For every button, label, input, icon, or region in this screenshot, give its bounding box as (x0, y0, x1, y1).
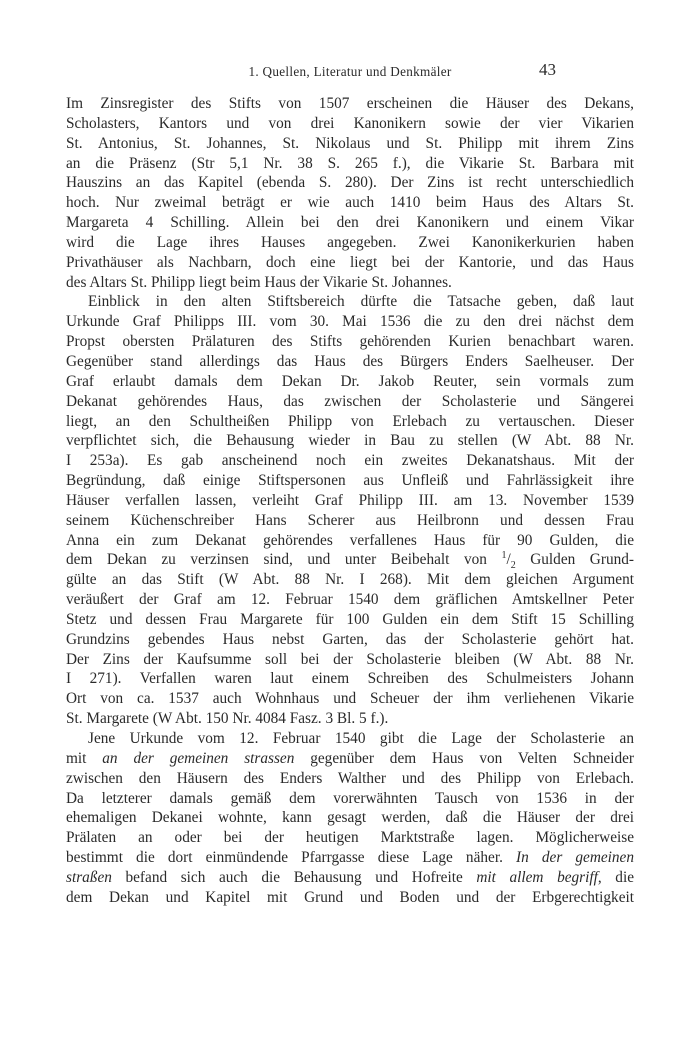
text-segment: St. Antonius, St. Johannes, St. Nikolaus und St. Philipp mit ihrem Zins (66, 134, 634, 152)
text-segment: ehemaligen Dekanei wohnte, kann gesagt werden, daß die Häuser der drei (66, 809, 634, 827)
text-segment: des Altars St. Philipp liegt beim Haus der Vikarie St. Johannes. (66, 273, 452, 291)
text-segment: an die Präsenz (Str 5,1 Nr. 38 S. 265 f.), die Vikarie St. Barbara mit (66, 154, 634, 172)
italic-quote: an der gemeinen strassen (102, 749, 295, 767)
running-head: 1. Quellen, Literatur und Denkmäler (248, 64, 452, 79)
text-line (66, 531, 634, 551)
text-segment: hoch. Nur zweimal beträgt er wie auch 1410 beim Haus des Altars St. (66, 194, 634, 212)
text-line (66, 630, 634, 650)
text-line (66, 511, 634, 531)
text-line (66, 491, 634, 511)
text-line (66, 94, 634, 114)
text-line (66, 888, 634, 908)
text-line (66, 173, 634, 193)
text-line (66, 292, 634, 312)
text-segment: befand sich auch die Behausung und Hofreite (111, 868, 477, 886)
text-line (66, 332, 634, 352)
text-segment: Scholasters, Kantors und von drei Kanonikern sowie der vier Vikarien (66, 114, 634, 132)
text-segment: Graf erlaubt damals dem Dekan Dr. Jakob Reuter, sein vormals zum (66, 372, 634, 390)
text-line (66, 154, 634, 174)
text-segment: Der Zins der Kaufsumme soll bei der Scholasterie bleiben (W Abt. 88 Nr. (66, 650, 634, 668)
italic-quote: In der gemeinen (516, 849, 634, 867)
text-line (66, 769, 634, 789)
text-segment: liegt, an den Schultheißen Philipp von Erlebach zu vertauschen. Dieser (66, 412, 634, 430)
text-segment: Dekanat gehörendes Haus, das zwischen der Scholasterie und Sängerei (66, 392, 634, 410)
text-line (66, 312, 634, 332)
text-segment: gülte an das Stift (W Abt. 88 Nr. I 268). Mit dem gleichen Argument (66, 571, 634, 589)
text-line (66, 273, 634, 293)
text-line (66, 471, 634, 491)
text-segment: St. Margarete (W Abt. 150 Nr. 4084 Fasz. 3 Bl. 5 f.). (66, 710, 389, 728)
text-segment: Propst obersten Prälaturen des Stifts gehörenden Kurien benachbart waren. (66, 333, 634, 351)
text-segment: Häuser verfallen lassen, verleiht Graf Philipp III. am 13. November 1539 (66, 491, 634, 509)
text-segment: I 253a). Es gab anscheinend noch ein zweites Dekanatshaus. Mit der (66, 452, 634, 470)
text-line (66, 650, 634, 670)
text-segment: I 271). Verfallen waren laut einem Schreiben des Schulmeisters Johann (66, 670, 634, 688)
text-segment: Grundzins gebendes Haus nebst Garten, das der Scholasterie gehört hat. (66, 630, 634, 648)
page-number: 43 (539, 60, 556, 79)
text-line (66, 789, 634, 809)
text-segment: gegenüber dem Haus von Velten Schneider (294, 749, 634, 767)
text-segment: seinem Küchenschreiber Hans Scherer aus Heilbronn und dessen Frau (66, 511, 634, 529)
text-line (66, 451, 634, 471)
text-line (66, 729, 634, 749)
text-segment: wird die Lage ihres Hauses angegeben. Zwei Kanonikerkurien haben (66, 233, 634, 251)
text-line (66, 669, 634, 689)
text-line (66, 808, 634, 828)
text-segment: zwischen den Häusern des Enders Walther und des Philipp von Erlebach. (66, 769, 634, 787)
text-line (66, 412, 634, 432)
text-line (66, 848, 634, 868)
text-line (66, 372, 634, 392)
italic-quote: mit allem begriff (476, 868, 598, 886)
text-line (66, 868, 634, 888)
text-segment: Privathäuser als Nachbarn, doch eine liegt bei der Kantorie, und das Haus (66, 253, 634, 271)
body-text (66, 94, 634, 908)
text-line: dem Dekan zu verzinsen sind, und unter Beibehalt von $^1/_2$ Gulden Grund- (66, 550, 634, 572)
text-segment: Gulden Grund- (515, 551, 634, 569)
text-line (66, 213, 634, 233)
text-line (66, 689, 634, 709)
text-segment: Hauszins an das Kapitel (ebenda S. 280). Der Zins ist recht unterschiedlich (66, 174, 634, 192)
text-segment: , die (597, 868, 634, 886)
text-segment: Da letzterer damals gemäß dem vorerwähnten Tausch von 1536 in der (66, 789, 634, 807)
text-segment: Begründung, daß einige Stiftspersonen aus Unfleiß und Fahrlässigkeit ihre (66, 472, 634, 490)
text-segment: dem Dekan und Kapitel mit Grund und Boden und der Erbgerechtigkeit (66, 888, 634, 906)
text-segment: bestimmt die dort einmündende Pfarrgasse diese Lage näher. (66, 849, 517, 867)
italic-quote: straßen (66, 868, 112, 886)
fraction-numerator: 1 (501, 550, 507, 562)
text-segment: veräußert der Graf am 12. Februar 1540 dem gräflichen Amtskellner Peter (66, 591, 634, 609)
text-segment: Prälaten an oder bei der heutigen Marktstraße lagen. Möglicherweise (66, 829, 634, 847)
text-line (66, 431, 634, 451)
text-line (66, 253, 634, 273)
text-segment: Anna ein zum Dekanat gehörendes verfallenes Haus für 90 Gulden, die (66, 531, 634, 549)
text-line (66, 352, 634, 372)
text-line (66, 590, 634, 610)
text-line (66, 828, 634, 848)
text-segment: Im Zinsregister des Stifts von 1507 erscheinen die Häuser des Dekans, (66, 95, 634, 112)
text-line (66, 114, 634, 134)
text-segment: mit (66, 749, 103, 767)
text-segment: Jene Urkunde vom 12. Februar 1540 gibt die Lage der Scholasterie an (88, 730, 634, 747)
fraction-denominator: 2 (510, 560, 516, 572)
text-segment: Gegenüber stand allerdings das Haus des Bürgers Enders Saelheuser. Der (66, 352, 634, 370)
text-segment: Margareta 4 Schilling. Allein bei den drei Kanonikern und einem Vikar (66, 214, 634, 232)
text-line (66, 193, 634, 213)
text-line (66, 570, 634, 590)
text-segment: dem Dekan zu verzinsen sind, und unter Beibehalt von (66, 551, 502, 569)
text-segment: verpflichtet sich, die Behausung wieder in Bau zu stellen (W Abt. 88 Nr. (66, 432, 634, 450)
text-line (66, 709, 634, 729)
text-line (66, 233, 634, 253)
text-line (66, 610, 634, 630)
text-line (66, 392, 634, 412)
text-segment: Urkunde Graf Philipps III. vom 30. Mai 1536 die zu den drei nächst dem (66, 313, 634, 331)
text-segment: Stetz und dessen Frau Margarete für 100 Gulden ein dem Stift 15 Schilling (66, 610, 634, 628)
text-segment: Einblick in den alten Stiftsbereich dürfte die Tatsache geben, daß laut (88, 293, 634, 311)
text-line (66, 134, 634, 154)
text-line (66, 749, 634, 769)
text-segment: Ort von ca. 1537 auch Wohnhaus und Scheuer der ihm verliehenen Vikarie (66, 690, 634, 708)
